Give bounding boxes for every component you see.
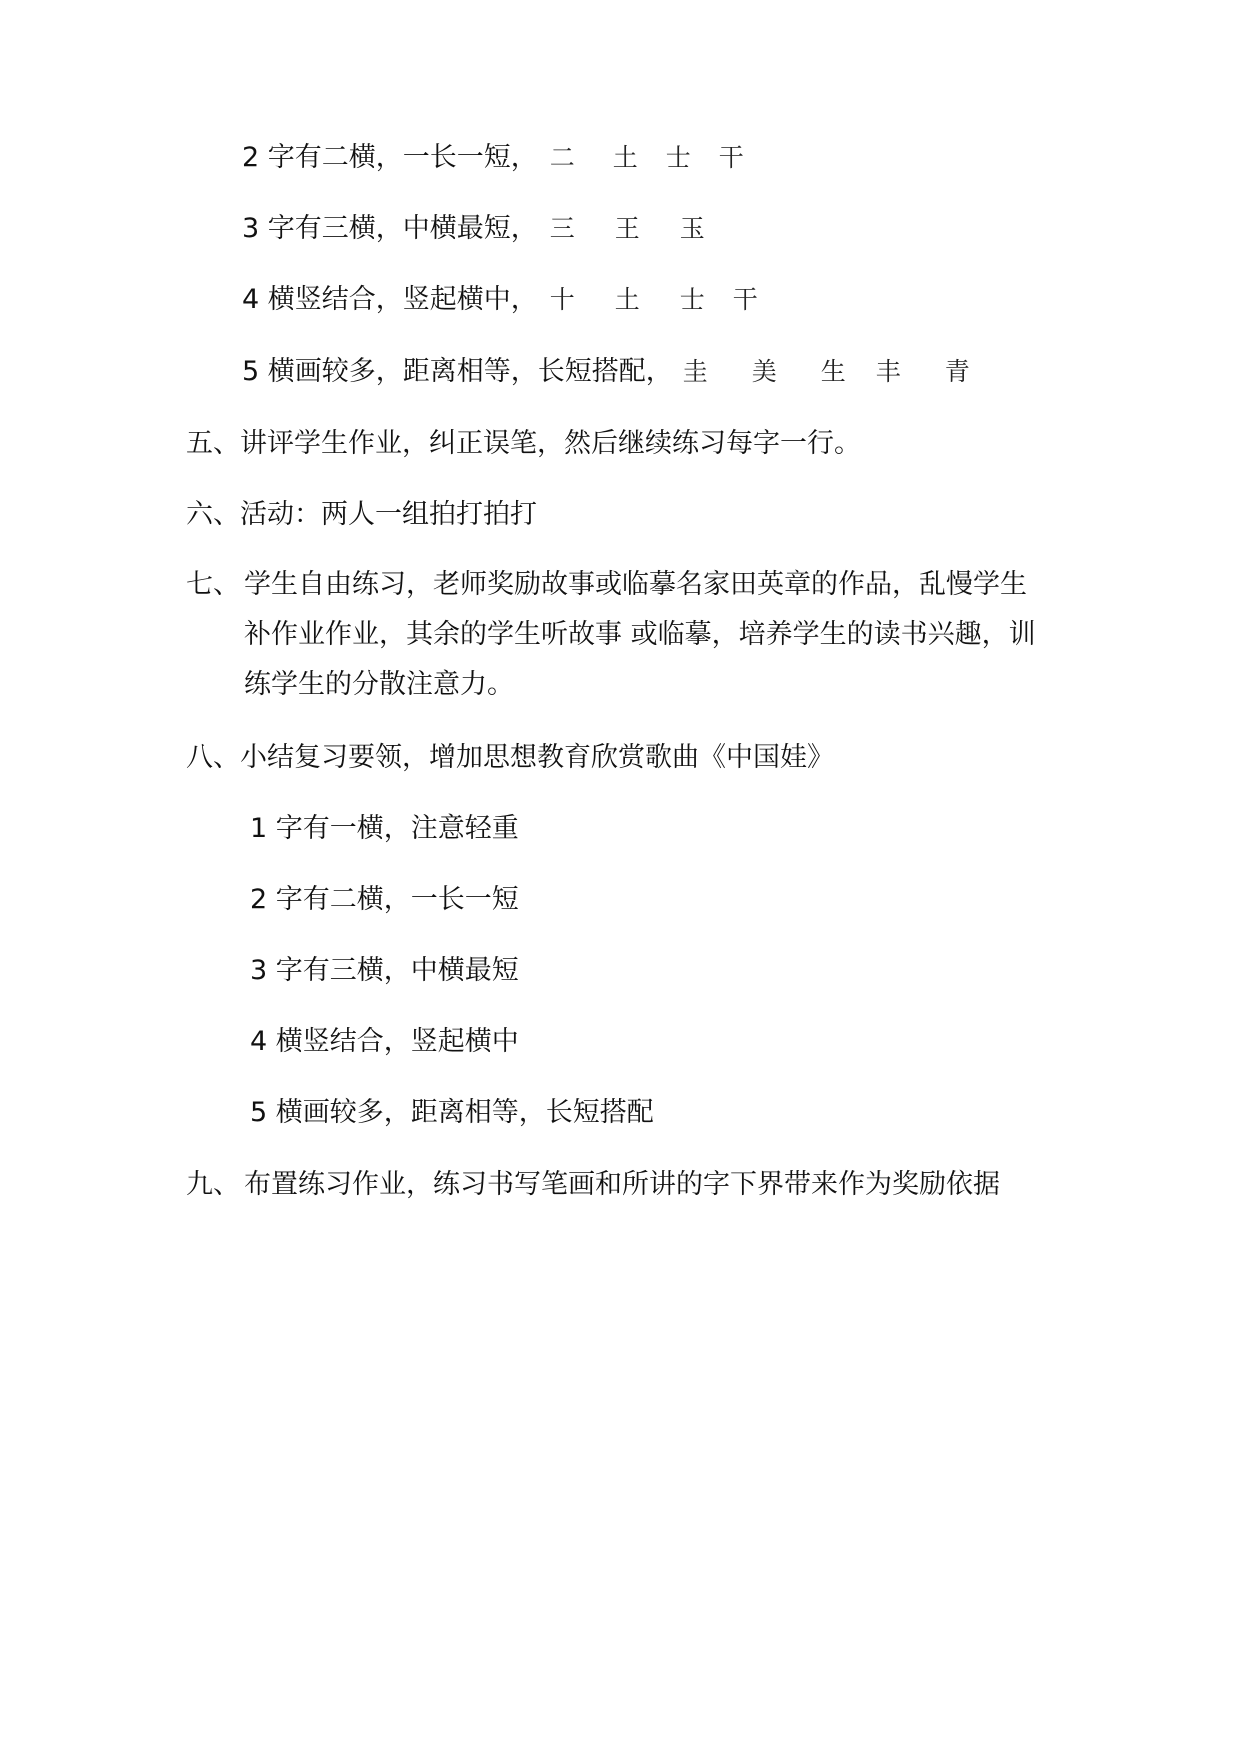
summary-item-1: 1 字有一横，注意轻重 — [250, 813, 519, 844]
section-9 — [186, 1160, 1049, 1210]
example-char: 土 — [614, 285, 640, 314]
section-7 — [186, 560, 1049, 710]
summary-item-4: 4 横竖结合，竖起横中 — [250, 1026, 519, 1057]
example-char: 王 — [614, 214, 640, 243]
summary-item-2: 2 字有二横，一长一短 — [250, 884, 519, 915]
example-char: 土 — [612, 143, 638, 172]
rule-line-2 — [242, 140, 744, 176]
example-char: 士 — [679, 285, 705, 314]
example-char: 青 — [944, 357, 970, 386]
example-char: 士 — [665, 143, 691, 172]
rule-text: 5 横画较多，距离相等，长短搭配， — [242, 356, 673, 387]
section-6: 六、活动：两人一组拍打拍打 — [186, 499, 537, 530]
section-9-body: 布置练习作业，练习书写笔画和所讲的字下界带来作为奖励依据 — [244, 1169, 1000, 1200]
example-char: 美 — [751, 357, 777, 386]
section-8: 八、小结复习要领，增加思想教育欣赏歌曲《中国娃》 — [186, 742, 834, 773]
example-char: 干 — [718, 143, 744, 172]
example-char: 丰 — [875, 357, 901, 386]
rule-text: 3 字有三横，中横最短， — [242, 213, 538, 244]
rule-text: 2 字有二横，一长一短， — [242, 142, 538, 173]
example-char: 三 — [549, 214, 575, 243]
rule-line-4 — [242, 282, 758, 318]
example-char: 二 — [549, 143, 575, 172]
summary-item-5: 5 横画较多，距离相等，长短搭配 — [250, 1097, 654, 1128]
summary-item-3: 3 字有三横，中横最短 — [250, 955, 519, 986]
section-9-label: 九、 — [186, 1169, 240, 1200]
rule-line-5 — [242, 354, 970, 390]
section-5: 五、讲评学生作业，纠正误笔，然后继续练习每字一行。 — [186, 428, 861, 459]
example-char: 干 — [732, 285, 758, 314]
example-char: 十 — [549, 285, 575, 314]
section-7-body: 学生自由练习，老师奖励故事或临摹名家田英章的作品，乱慢学生补作业作业，其余的学生听故事 或临摹，培养学生的读书兴趣，训练学生的分散注意力。 — [244, 569, 1036, 700]
example-char: 生 — [820, 357, 846, 386]
rule-line-3 — [242, 211, 705, 247]
rule-text: 4 横竖结合，竖起横中， — [242, 284, 538, 315]
example-char: 玉 — [679, 214, 705, 243]
section-7-label: 七、 — [186, 569, 240, 600]
example-char: 圭 — [682, 357, 708, 386]
